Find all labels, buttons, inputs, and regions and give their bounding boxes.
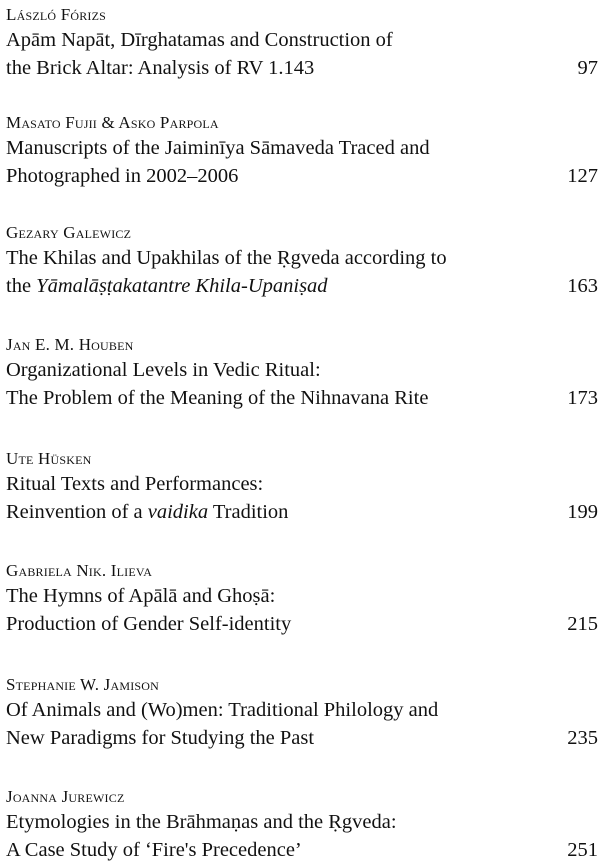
toc-entry bbox=[6, 334, 598, 412]
entry-author: Ute Hüsken bbox=[6, 449, 92, 468]
entry-title-line: The Khilas and Upakhilas of the Ṛgveda according to bbox=[6, 247, 447, 269]
entry-author: Masato Fujii & Asko Parpola bbox=[6, 113, 219, 132]
entry-title-line: The Problem of the Meaning of the Nihnavana Rite 173 bbox=[6, 384, 598, 412]
entry-author: Jan E. M. Houben bbox=[6, 335, 134, 354]
entry-author: Joanna Jurewicz bbox=[6, 787, 125, 806]
entry-author: Stephanie W. Jamison bbox=[6, 675, 159, 694]
entry-title-line: the Yāmalāṣṭakatantre Khila-Upaniṣad 163 bbox=[6, 272, 598, 300]
entry-title-line: Etymologies in the Brāhmaṇas and the Ṛgveda: bbox=[6, 811, 397, 833]
entry-title-line: A Case Study of ‘Fire's Precedence’ 251 bbox=[6, 836, 598, 864]
entry-author: László Fórizs bbox=[6, 5, 107, 24]
entry-title-line: Ritual Texts and Performances: bbox=[6, 473, 264, 495]
entry-title-line: New Paradigms for Studying the Past 235 bbox=[6, 724, 598, 752]
toc-entry bbox=[6, 112, 598, 190]
entry-title-line: Of Animals and (Wo)men: Traditional Philology and bbox=[6, 699, 439, 721]
toc-entry bbox=[6, 674, 598, 752]
toc-entry bbox=[6, 222, 598, 300]
page-number: 215 bbox=[567, 613, 598, 635]
entry-title-line: Organizational Levels in Vedic Ritual: bbox=[6, 359, 321, 381]
entry-author: Gezary Galewicz bbox=[6, 223, 132, 242]
page-number: 173 bbox=[567, 387, 598, 409]
entry-title-line: Production of Gender Self-identity 215 bbox=[6, 610, 598, 638]
entry-title-line: Manuscripts of the Jaiminīya Sāmaveda Traced and bbox=[6, 137, 430, 159]
toc-entry bbox=[6, 448, 598, 526]
toc-entry bbox=[6, 560, 598, 638]
entry-author: Gabriela Nik. Ilieva bbox=[6, 561, 153, 580]
entry-title-line: Photographed in 2002–2006 127 bbox=[6, 162, 598, 190]
toc-entry bbox=[6, 786, 598, 864]
entry-title-line: Reinvention of a vaidika Tradition 199 bbox=[6, 498, 598, 526]
page-number: 235 bbox=[567, 727, 598, 749]
entry-title-line: The Hymns of Apālā and Ghoṣā: bbox=[6, 585, 276, 607]
page-number: 251 bbox=[567, 839, 598, 861]
entry-title-line: Apām Napāt, Dīrghatamas and Construction of bbox=[6, 29, 393, 51]
entry-title-line: the Brick Altar: Analysis of RV 1.143 97 bbox=[6, 54, 598, 82]
page-number: 127 bbox=[567, 165, 598, 187]
toc-entry bbox=[6, 4, 598, 82]
page-number: 199 bbox=[567, 501, 598, 523]
page-number: 97 bbox=[577, 57, 598, 79]
page-number: 163 bbox=[567, 275, 598, 297]
